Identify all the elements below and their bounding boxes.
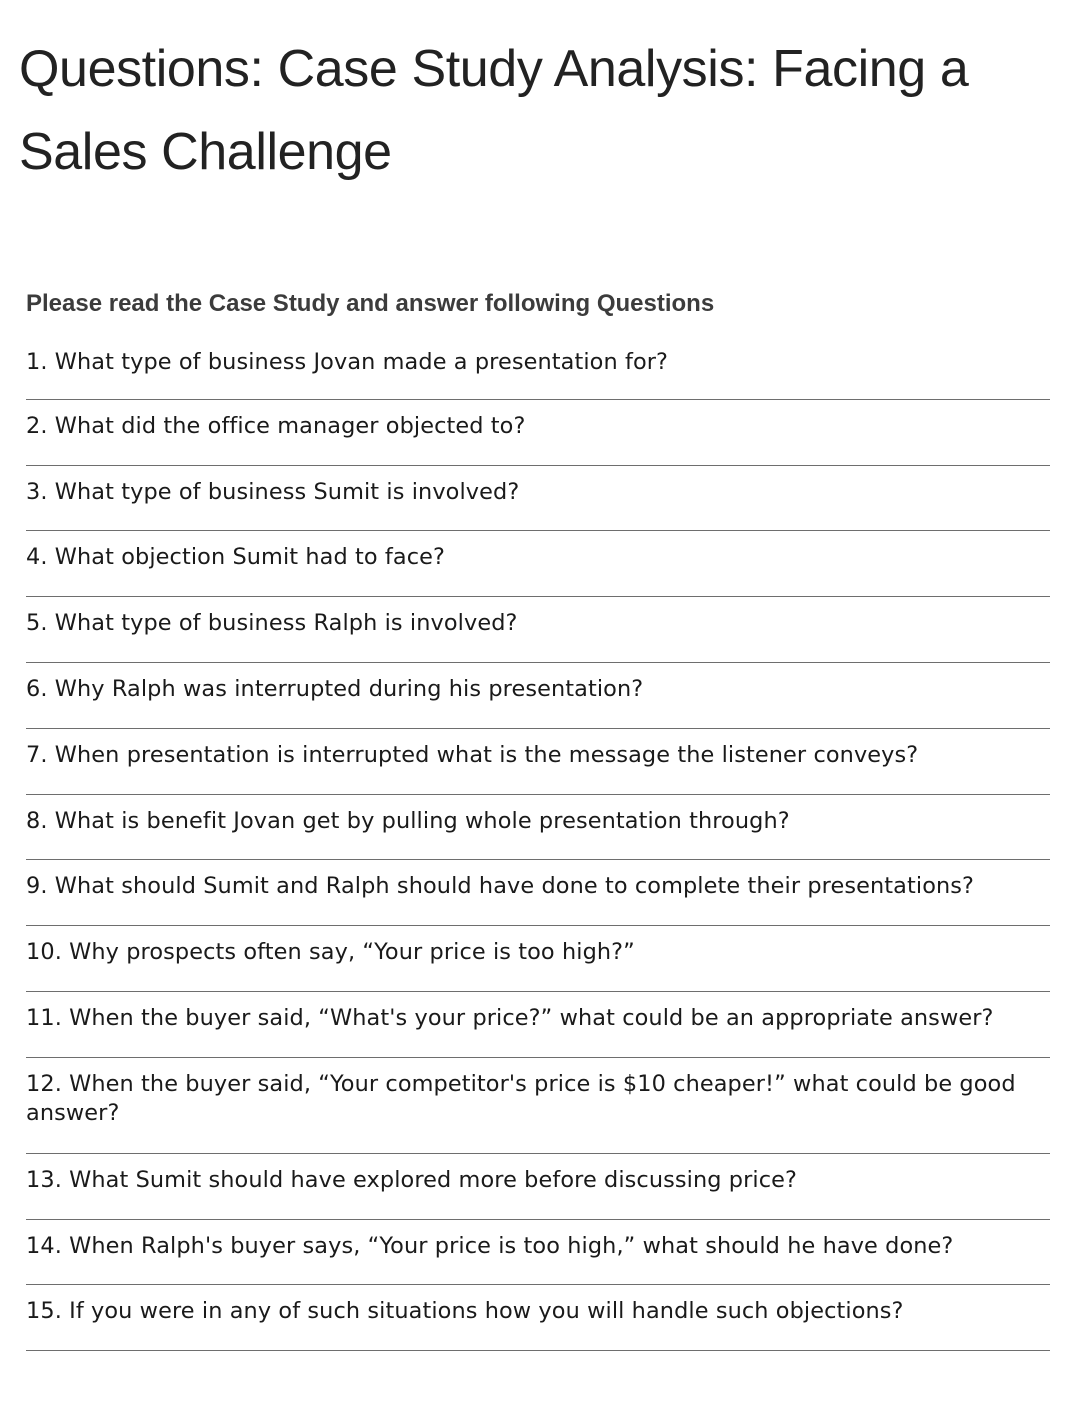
question-item-8 <box>26 795 1050 861</box>
question-item-11 <box>26 992 1050 1058</box>
question-item-3 <box>26 466 1050 532</box>
question-item-10 <box>26 926 1050 992</box>
question-text: 12. When the buyer said, “Your competitor's price is $10 cheaper!” what could be good answer? <box>26 1070 1016 1126</box>
question-item-15 <box>26 1285 1050 1351</box>
question-text: 1. What type of business Jovan made a presentation for? <box>26 349 669 375</box>
question-text: 3. What type of business Sumit is involved? <box>26 478 520 505</box>
question-list <box>26 334 1050 1351</box>
question-item-5 <box>26 597 1050 663</box>
question-item-1 <box>26 334 1050 400</box>
question-text: 4. What objection Sumit had to face? <box>26 544 445 571</box>
question-item-13 <box>26 1154 1050 1220</box>
question-item-4 <box>26 531 1050 597</box>
question-text: 15. If you were in any of such situations how you will handle such objections? <box>26 1298 904 1325</box>
question-item-14 <box>26 1220 1050 1286</box>
question-text: 13. What Sumit should have explored more before discussing price? <box>26 1166 798 1193</box>
question-item-9 <box>26 860 1050 926</box>
question-item-6 <box>26 663 1050 729</box>
question-text: 14. When Ralph's buyer says, “Your price is too high,” what should he have done? <box>26 1232 954 1259</box>
question-text: 6. Why Ralph was interrupted during his presentation? <box>26 675 644 702</box>
page-title: Questions: Case Study Analysis: Facing a Sales Challenge <box>19 40 969 181</box>
question-item-12 <box>26 1058 1050 1154</box>
instruction-text: Please read the Case Study and answer following Questions <box>26 290 715 317</box>
question-item-7 <box>26 729 1050 795</box>
question-text: 8. What is benefit Jovan get by pulling whole presentation through? <box>26 807 790 834</box>
question-text: 7. When presentation is interrupted what is the message the listener conveys? <box>26 741 919 768</box>
question-text: 2. What did the office manager objected to? <box>26 412 526 439</box>
question-item-2 <box>26 400 1050 466</box>
question-text: 11. When the buyer said, “What's your price?” what could be an appropriate answer? <box>26 1004 994 1031</box>
question-text: 5. What type of business Ralph is involved? <box>26 610 518 637</box>
question-text: 9. What should Sumit and Ralph should have done to complete their presentations? <box>26 873 975 900</box>
question-text: 10. Why prospects often say, “Your price is too high?” <box>26 939 635 966</box>
